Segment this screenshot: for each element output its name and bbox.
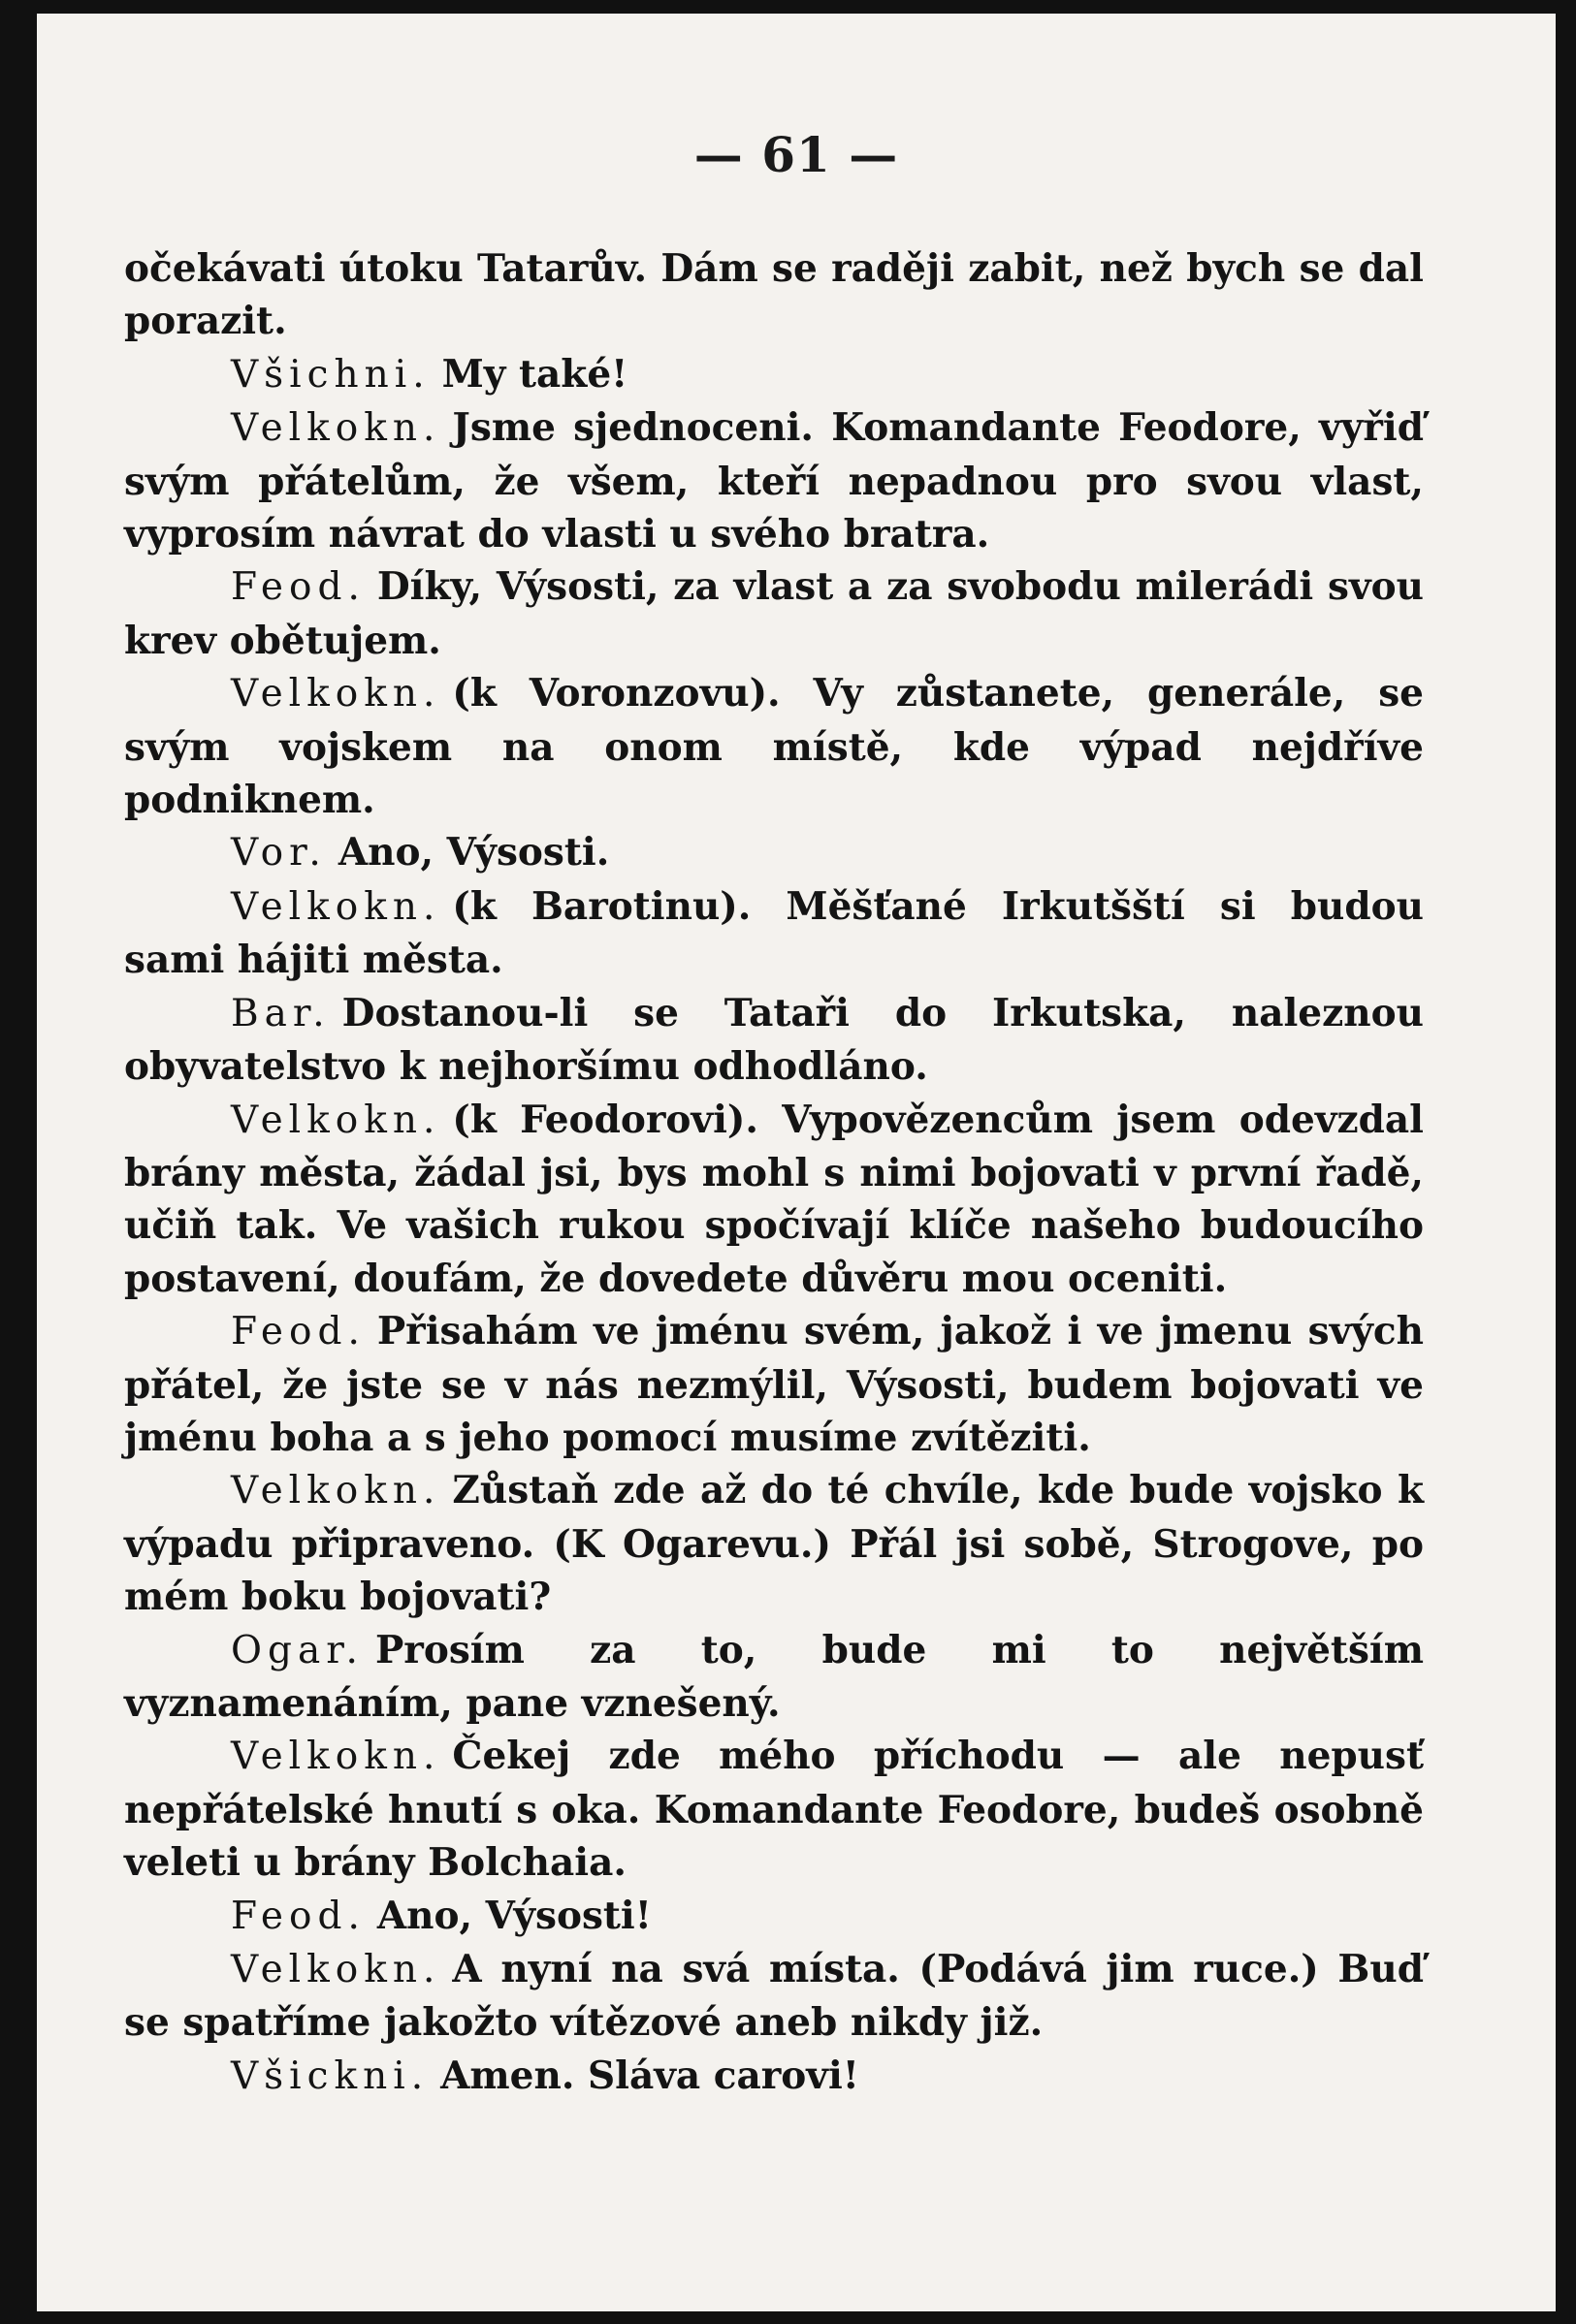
speaker-name: Velkokn. xyxy=(231,884,441,929)
speech-text: Ano, Výsosti! xyxy=(376,1893,652,1938)
speech-text: Přisahám ve jménu svém, jakož i ve jmenu svých přátel, že jste se v nás nezmýlil, Výsosti, budem bojovati ve jménu boha a s jeho pomocí musíme zvítěziti. xyxy=(124,1309,1424,1460)
speech-paragraph xyxy=(124,1943,1424,2050)
speech-paragraph xyxy=(124,348,1424,401)
speech-paragraph xyxy=(124,1624,1424,1731)
speech-paragraph xyxy=(124,880,1424,987)
speech-text: Prosím za to, bude mi to největším vyznamenáním, pane vznešený. xyxy=(124,1627,1424,1726)
speech-text: Čekej zde mého příchodu — ale nepusť nepřátelské hnutí s oka. Komandante Feodore, budeš osobně veleti u brány Bolchaia. xyxy=(124,1734,1424,1886)
speech-text: Ano, Výsosti. xyxy=(338,830,610,875)
speech-paragraph xyxy=(124,2050,1424,2103)
paragraph xyxy=(124,242,1424,348)
speech-paragraph xyxy=(124,1730,1424,1889)
page-body xyxy=(124,242,1424,2103)
speech-paragraph xyxy=(124,401,1424,560)
speaker-name: Velkokn. xyxy=(231,672,441,716)
speaker-name: Vor. xyxy=(231,831,327,875)
speech-text: My také! xyxy=(441,351,628,397)
speech-paragraph xyxy=(124,987,1424,1094)
speech-paragraph xyxy=(124,1890,1424,1943)
paragraph-text: očekávati útoku Tatarův. Dám se raději zabit, než bych se dal porazit. xyxy=(124,246,1424,344)
speaker-name: Bar. xyxy=(231,991,331,1035)
speech-paragraph xyxy=(124,1305,1424,1464)
speech-text: Jsme sjednoceni. Komandante Feodore, vyřiď svým přátelům, že všem, kteří nepadnou pro svou vlast, vyprosím návrat do vlasti u svého bratra. xyxy=(124,405,1424,557)
speech-paragraph xyxy=(124,667,1424,826)
speaker-name: Velkokn. xyxy=(231,1948,441,1991)
speech-text: (k Voronzovu). Vy zůstanete, generále, se svým vojskem na onom místě, kde výpad nejdříve podniknem. xyxy=(124,671,1424,823)
speech-text: Díky, Výsosti, za vlast a za svobodu milerádi svou krev obětujem. xyxy=(124,564,1424,663)
speech-paragraph xyxy=(124,560,1424,667)
speech-text: A nyní na svá místa. (Podává jim ruce.) Buď se spatříme jakožto vítězové aneb nikdy již. xyxy=(124,1947,1424,2046)
speech-paragraph xyxy=(124,1094,1424,1306)
speech-text: Amen. Sláva carovi! xyxy=(440,2053,859,2098)
speaker-name: Velkokn. xyxy=(231,406,441,451)
speech-paragraph xyxy=(124,826,1424,879)
speaker-name: Ogar. xyxy=(231,1628,364,1672)
speaker-name: Feod. xyxy=(231,1894,366,1938)
speech-text: (k Feodorovi). Vypovězencům jsem odevzdal brány města, žádal jsi, bys mohl s nimi bojovati v první řadě, učiň tak. Ve vašich rukou spočívají klíče našeho budoucího postavení, doufám, že dovedete důvěru mou oceniti. xyxy=(124,1097,1424,1301)
page-number: — 61 — xyxy=(693,126,899,183)
speech-text: Dostanou-li se Tataři do Irkutska, naleznou obyvatelstvo k nejhoršímu odhodláno. xyxy=(124,990,1424,1090)
speech-paragraph xyxy=(124,1464,1424,1623)
speech-text: Zůstaň zde až do té chvíle, kde bude vojsko k výpadu připraveno. (K Ogarevu.) Přál jsi sobě, Strogove, po mém boku bojovati? xyxy=(124,1468,1424,1620)
speaker-name: Feod. xyxy=(231,1310,366,1354)
speaker-name: Velkokn. xyxy=(231,1469,441,1513)
speech-text: (k Barotinu). Měšťané Irkutšští si budou sami hájiti města. xyxy=(124,883,1424,983)
speaker-name: Všickni. xyxy=(231,2053,430,2098)
book-page xyxy=(37,14,1556,2311)
speaker-name: Feod. xyxy=(231,565,366,610)
speaker-name: Všichni. xyxy=(231,352,431,397)
speaker-name: Velkokn. xyxy=(231,1735,441,1779)
speaker-name: Velkokn. xyxy=(231,1098,441,1142)
